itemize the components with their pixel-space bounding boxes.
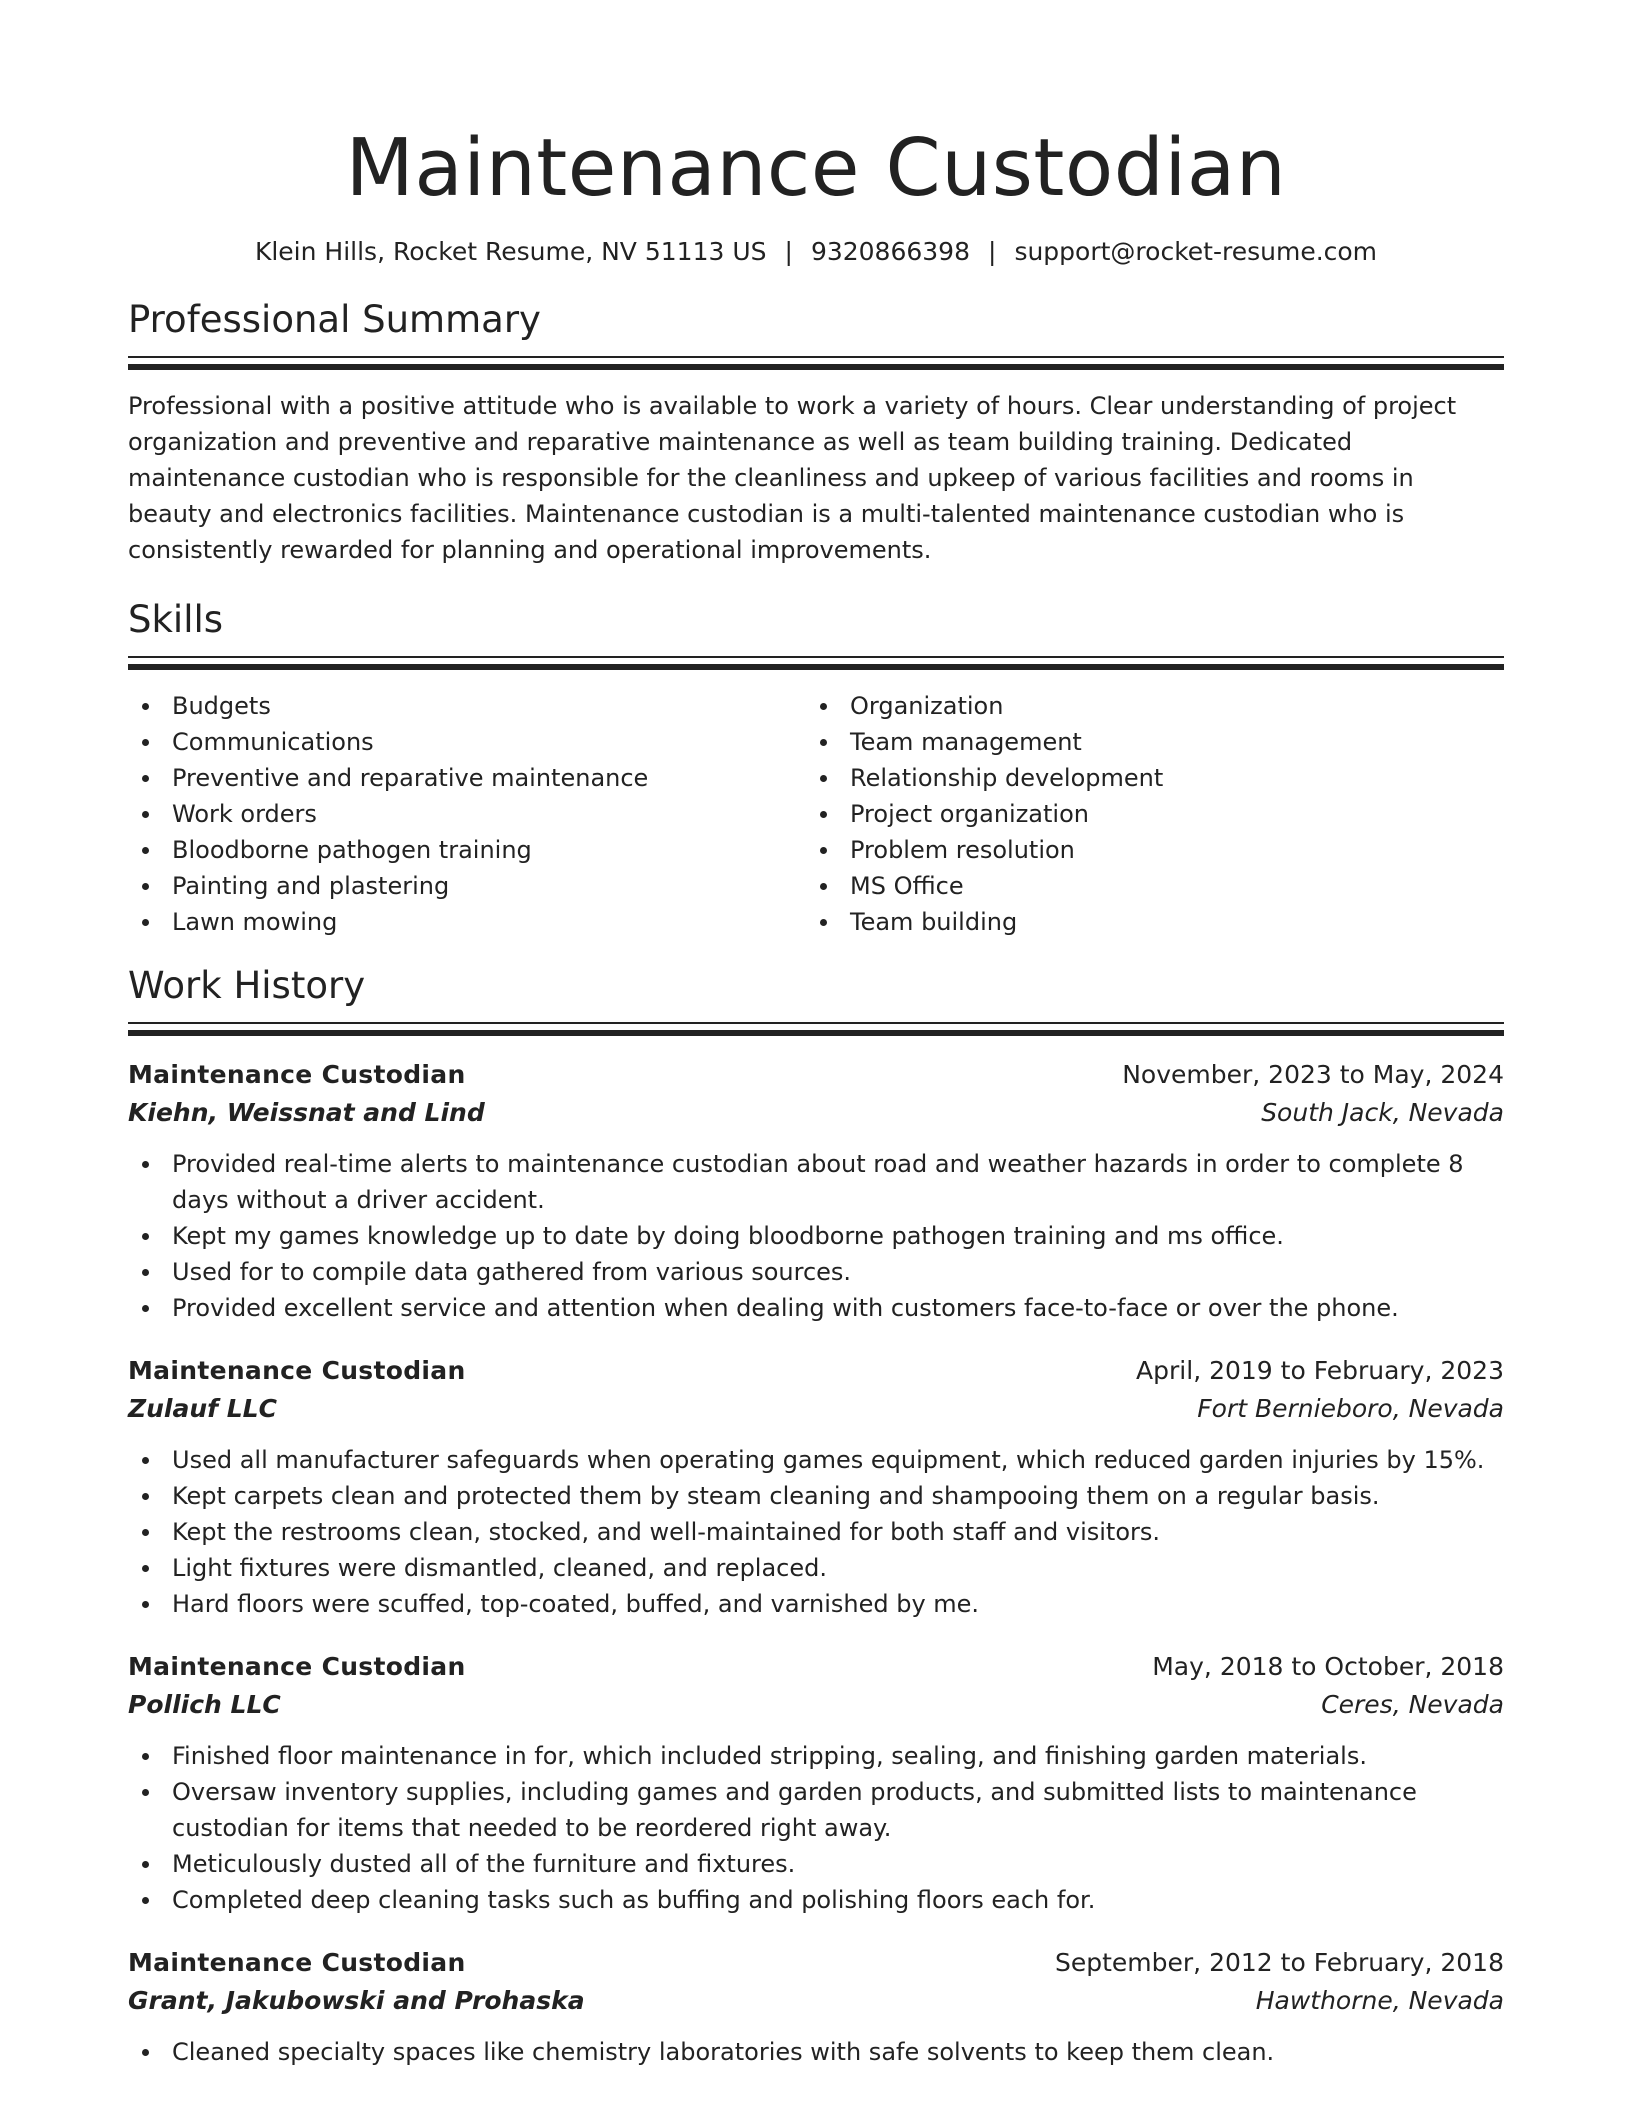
job-duty: Cleaned specialty spaces like chemistry laboratories with safe solvents to keep them clean. xyxy=(128,2034,1504,2070)
skill-item: Problem resolution xyxy=(806,832,1484,868)
skill-item: Budgets xyxy=(128,688,806,724)
job-duty: Kept the restrooms clean, stocked, and well-maintained for both staff and visitors. xyxy=(128,1514,1504,1550)
skill-item: MS Office xyxy=(806,868,1484,904)
section-title-work-history: Work History xyxy=(128,964,366,1007)
skill-item: Project organization xyxy=(806,796,1484,832)
job-location: Hawthorne, Nevada xyxy=(1255,1986,1504,2015)
job-dates: November, 2023 to May, 2024 xyxy=(1122,1060,1504,1089)
job-company: Kiehn, Weissnat and Lind xyxy=(128,1098,485,1127)
summary-section xyxy=(128,296,1504,568)
skill-item: Preventive and reparative maintenance xyxy=(128,760,806,796)
skill-item: Team building xyxy=(806,904,1484,940)
contact-separator: | xyxy=(784,237,793,266)
skills-column-left xyxy=(128,688,806,940)
job-duty: Used all manufacturer safeguards when operating games equipment, which reduced garden injuries by 15%. xyxy=(128,1442,1504,1478)
skill-item: Organization xyxy=(806,688,1484,724)
job-location: South Jack, Nevada xyxy=(1261,1098,1504,1127)
skill-item: Communications xyxy=(128,724,806,760)
contact-separator: | xyxy=(988,237,997,266)
job-entry xyxy=(128,1352,1504,1622)
skill-item: Lawn mowing xyxy=(128,904,806,940)
job-title: Maintenance Custodian xyxy=(128,1356,466,1385)
job-location: Ceres, Nevada xyxy=(1321,1690,1504,1719)
job-title: Maintenance Custodian xyxy=(128,1060,466,1089)
skill-item: Team management xyxy=(806,724,1484,760)
contact-line xyxy=(128,234,1504,270)
job-duties xyxy=(128,1738,1504,1918)
section-divider xyxy=(128,664,1504,670)
job-duty: Provided real-time alerts to maintenance custodian about road and weather hazards in order to complete 8 days without a driver accident. xyxy=(128,1146,1504,1218)
job-dates: April, 2019 to February, 2023 xyxy=(1136,1356,1504,1385)
contact-email: support@rocket-resume.com xyxy=(1014,237,1378,266)
section-title-skills: Skills xyxy=(128,598,224,641)
job-company: Grant, Jakubowski and Prohaska xyxy=(128,1986,585,2015)
skill-item: Bloodborne pathogen training xyxy=(128,832,806,868)
job-duty: Kept carpets clean and protected them by steam cleaning and shampooing them on a regular basis. xyxy=(128,1478,1504,1514)
skill-item: Work orders xyxy=(128,796,806,832)
job-entry xyxy=(128,1944,1504,2070)
job-entry xyxy=(128,1056,1504,1326)
section-divider xyxy=(128,1022,1504,1024)
resume-page xyxy=(128,0,1504,2070)
job-duty: Kept my games knowledge up to date by doing bloodborne pathogen training and ms office. xyxy=(128,1218,1504,1254)
contact-address: Klein Hills, Rocket Resume, NV 51113 US xyxy=(254,237,767,266)
section-divider xyxy=(128,356,1504,358)
job-duty: Hard floors were scuffed, top-coated, buffed, and varnished by me. xyxy=(128,1586,1504,1622)
skills-section xyxy=(128,596,1504,940)
job-duties xyxy=(128,1146,1504,1326)
job-duties xyxy=(128,2034,1504,2070)
contact-phone: 9320866398 xyxy=(810,237,970,266)
job-duty: Meticulously dusted all of the furniture and fixtures. xyxy=(128,1846,1504,1882)
job-entry xyxy=(128,1648,1504,1918)
section-title-summary: Professional Summary xyxy=(128,298,541,341)
job-duty: Provided excellent service and attention when dealing with customers face-to-face or over the phone. xyxy=(128,1290,1504,1326)
job-duties xyxy=(128,1442,1504,1622)
job-duty: Used for to compile data gathered from various sources. xyxy=(128,1254,1504,1290)
job-dates: September, 2012 to February, 2018 xyxy=(1055,1948,1504,1977)
job-company: Zulauf LLC xyxy=(128,1394,277,1423)
skills-grid xyxy=(128,688,1504,940)
job-company: Pollich LLC xyxy=(128,1690,281,1719)
job-duty: Finished floor maintenance in for, which included stripping, sealing, and finishing garden materials. xyxy=(128,1738,1504,1774)
work-history-section xyxy=(128,962,1504,2070)
summary-text: Professional with a positive attitude who is available to work a variety of hours. Clear understanding of project organization and preventive and reparative maintenance as well as team building training. Dedicated maintenance custodian who is responsible for the cleanliness and upkeep of various facilities and rooms in beauty and electronics facilities. Maintenance custodian is a multi-talented maintenance custodian who is consistently rewarded for planning and operational improvements. xyxy=(128,392,1457,564)
job-title: Maintenance Custodian xyxy=(128,1948,466,1977)
section-divider xyxy=(128,364,1504,370)
job-title: Maintenance Custodian xyxy=(128,1652,466,1681)
skill-item: Relationship development xyxy=(806,760,1484,796)
skills-column-right xyxy=(806,688,1484,940)
skill-item: Painting and plastering xyxy=(128,868,806,904)
candidate-name: Maintenance Custodian xyxy=(345,122,1287,214)
section-divider xyxy=(128,656,1504,658)
job-duty: Light fixtures were dismantled, cleaned, and replaced. xyxy=(128,1550,1504,1586)
job-duty: Oversaw inventory supplies, including games and garden products, and submitted lists to maintenance custodian for items that needed to be reordered right away. xyxy=(128,1774,1504,1846)
job-dates: May, 2018 to October, 2018 xyxy=(1152,1652,1504,1681)
job-location: Fort Bernieboro, Nevada xyxy=(1197,1394,1504,1423)
section-divider xyxy=(128,1030,1504,1036)
job-duty: Completed deep cleaning tasks such as buffing and polishing floors each for. xyxy=(128,1882,1504,1918)
